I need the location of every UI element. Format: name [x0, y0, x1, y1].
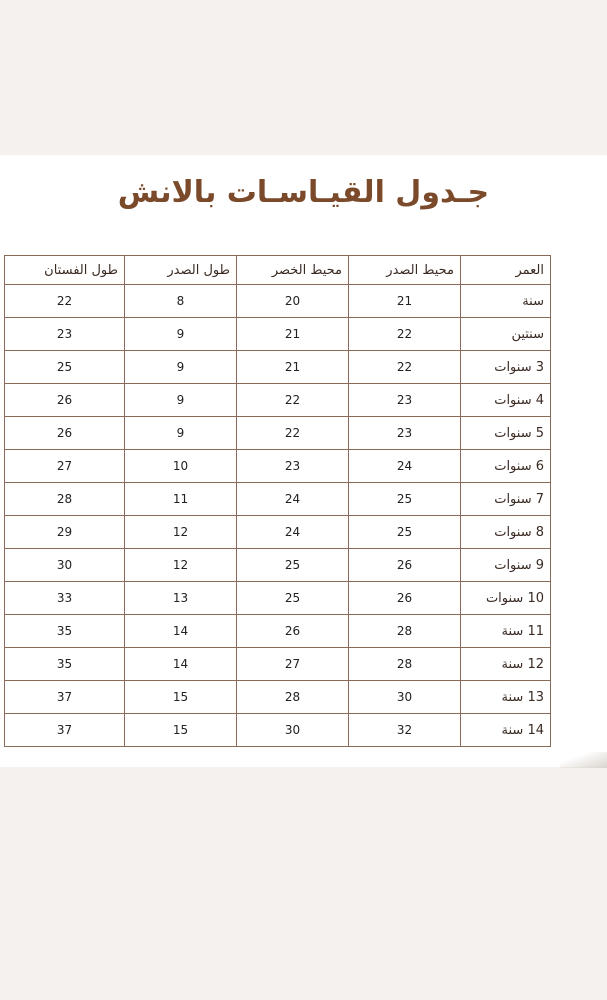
cell-age: 14 سنة	[461, 714, 551, 747]
table-row	[5, 615, 551, 648]
cell-chest-length: 15	[125, 714, 237, 747]
cell-chest-length: 9	[125, 417, 237, 450]
cell-chest: 23	[349, 417, 461, 450]
cell-chest-length: 9	[125, 351, 237, 384]
cell-chest: 24	[349, 450, 461, 483]
cell-age: سنتين	[461, 318, 551, 351]
cell-chest-length: 12	[125, 549, 237, 582]
table-row	[5, 384, 551, 417]
cell-chest-length: 12	[125, 516, 237, 549]
cell-dress-length: 26	[5, 384, 125, 417]
table-row	[5, 318, 551, 351]
cell-waist: 24	[237, 483, 349, 516]
cell-chest: 26	[349, 549, 461, 582]
cell-age: 13 سنة	[461, 681, 551, 714]
table-row	[5, 549, 551, 582]
table-row	[5, 681, 551, 714]
cell-dress-length: 37	[5, 681, 125, 714]
header-dress-length: طول الفستان	[5, 256, 125, 285]
page-curl	[560, 752, 607, 768]
cell-waist: 24	[237, 516, 349, 549]
cell-waist: 27	[237, 648, 349, 681]
cell-age: 7 سنوات	[461, 483, 551, 516]
cell-age: 8 سنوات	[461, 516, 551, 549]
table-row	[5, 351, 551, 384]
cell-waist: 25	[237, 549, 349, 582]
cell-chest-length: 14	[125, 648, 237, 681]
cell-dress-length: 35	[5, 615, 125, 648]
cell-dress-length: 33	[5, 582, 125, 615]
cell-age: 4 سنوات	[461, 384, 551, 417]
cell-age: 9 سنوات	[461, 549, 551, 582]
cell-age: 3 سنوات	[461, 351, 551, 384]
cell-age: سنة	[461, 285, 551, 318]
header-chest: محيط الصدر	[349, 256, 461, 285]
cell-chest-length: 14	[125, 615, 237, 648]
table-row	[5, 450, 551, 483]
header-waist: محيط الخصر	[237, 256, 349, 285]
cell-chest: 22	[349, 351, 461, 384]
cell-dress-length: 27	[5, 450, 125, 483]
table-row	[5, 516, 551, 549]
cell-chest: 30	[349, 681, 461, 714]
cell-chest: 25	[349, 483, 461, 516]
cell-age: 5 سنوات	[461, 417, 551, 450]
cell-waist: 22	[237, 384, 349, 417]
cell-chest-length: 15	[125, 681, 237, 714]
cell-chest: 21	[349, 285, 461, 318]
cell-age: 12 سنة	[461, 648, 551, 681]
cell-chest-length: 9	[125, 318, 237, 351]
table-row	[5, 483, 551, 516]
header-age: العمر	[461, 256, 551, 285]
cell-dress-length: 28	[5, 483, 125, 516]
cell-waist: 21	[237, 351, 349, 384]
cell-dress-length: 22	[5, 285, 125, 318]
table-row	[5, 582, 551, 615]
cell-chest-length: 9	[125, 384, 237, 417]
cell-dress-length: 30	[5, 549, 125, 582]
cell-chest: 32	[349, 714, 461, 747]
cell-chest: 28	[349, 648, 461, 681]
cell-chest: 28	[349, 615, 461, 648]
chart-title: جـدول القيـاسـات بالانش	[117, 175, 490, 210]
cell-waist: 20	[237, 285, 349, 318]
table-row	[5, 648, 551, 681]
header-chest-length: طول الصدر	[125, 256, 237, 285]
cell-waist: 25	[237, 582, 349, 615]
cell-age: 10 سنوات	[461, 582, 551, 615]
cell-chest: 26	[349, 582, 461, 615]
cell-waist: 26	[237, 615, 349, 648]
cell-waist: 22	[237, 417, 349, 450]
cell-waist: 23	[237, 450, 349, 483]
cell-dress-length: 23	[5, 318, 125, 351]
cell-chest: 25	[349, 516, 461, 549]
cell-chest: 23	[349, 384, 461, 417]
cell-chest-length: 13	[125, 582, 237, 615]
cell-waist: 30	[237, 714, 349, 747]
cell-age: 6 سنوات	[461, 450, 551, 483]
cell-dress-length: 37	[5, 714, 125, 747]
cell-chest-length: 10	[125, 450, 237, 483]
table-row	[5, 285, 551, 318]
cell-dress-length: 29	[5, 516, 125, 549]
cell-age: 11 سنة	[461, 615, 551, 648]
cell-dress-length: 35	[5, 648, 125, 681]
table-row	[5, 417, 551, 450]
cell-chest: 22	[349, 318, 461, 351]
cell-waist: 28	[237, 681, 349, 714]
cell-chest-length: 8	[125, 285, 237, 318]
size-table	[4, 255, 551, 747]
cell-dress-length: 26	[5, 417, 125, 450]
table-header-row	[5, 256, 551, 285]
cell-dress-length: 25	[5, 351, 125, 384]
cell-chest-length: 11	[125, 483, 237, 516]
cell-waist: 21	[237, 318, 349, 351]
table-row	[5, 714, 551, 747]
